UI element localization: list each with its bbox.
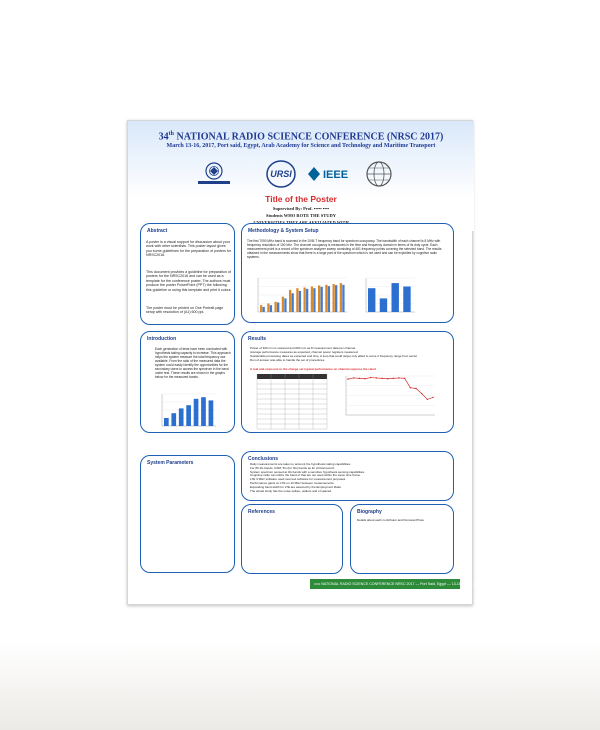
- system-parameters-box: [140, 455, 235, 573]
- bar: [171, 413, 176, 426]
- data-point: [370, 377, 371, 378]
- bar: [340, 283, 342, 312]
- bar: [186, 405, 191, 426]
- conclusions-bullet: System spectrum sensed at 4G bands with a sensitive hypothesis sensing capabilities.: [250, 469, 365, 474]
- bar: [321, 287, 323, 312]
- bar: [292, 293, 294, 312]
- conference-subtitle: March 13-16, 2017, Port said, Egypt, Arab Academy for Science and Technology and Maritime Transport: [166, 143, 436, 149]
- bar: [380, 298, 387, 312]
- bar: [328, 286, 330, 312]
- poster-title: Title of the Poster: [265, 194, 337, 204]
- methodology-text: The first 7090 MHz band is scanned in the DVB-T frequency band for spectrum occupancy. The bandwidth of each channel is 8 MHz with frequency resolution of 100 kHz. The channel occupancy is measured in the time and frequency domain in terms of its duty cycle. Each measurement point is a record of the spectrum analyzer sweep consisting of 461 frequency points covering the selected band. The results obtained in the measurements show that there is a large part of the spectrum which is not used and can be exploited by cognitive radio systems.: [247, 239, 442, 259]
- ieee-logo: [304, 163, 356, 185]
- bar: [306, 289, 308, 312]
- bar: [311, 287, 313, 313]
- biography-title: Biography: [357, 509, 382, 515]
- data-point: [387, 378, 388, 379]
- data-point: [347, 378, 348, 379]
- data-point: [359, 378, 360, 379]
- bar: [260, 305, 262, 312]
- bar: [201, 397, 206, 426]
- ursi-logo-text: URSI: [270, 169, 292, 179]
- introduction-title: Introduction: [147, 336, 177, 342]
- supervised-by: Supervised By: Prof. ••••• ••••: [272, 206, 330, 211]
- references-box: [241, 504, 343, 574]
- data-point: [432, 397, 433, 398]
- conclusions-bullet: Cognitive radio can utilize the band of that are not used within the same time frame.: [250, 473, 361, 478]
- bar: [333, 284, 335, 312]
- bar: [368, 288, 375, 312]
- system-parameters-title: System Parameters: [147, 460, 194, 466]
- conclusions-bullet: Daily measurements are taken to account the hypothesis taking capabilities.: [250, 462, 351, 466]
- results-bullet: Power of 300 mm is scanned and 600 mm as 8 measurement data per channel.: [250, 346, 356, 350]
- data-point: [404, 378, 405, 379]
- abstract-paragraph-1: A poster is a visual support for discussion about your work with other scientists. This poster layout gives you some guidelines for the preparation of posters for NRSC2016.: [146, 240, 232, 258]
- bar: [179, 408, 184, 426]
- bar: [313, 288, 315, 312]
- bar: [392, 283, 399, 312]
- ieee-logo-text: IEEE: [323, 169, 349, 181]
- conclusions-box: [241, 451, 454, 501]
- poster-page: [127, 120, 478, 605]
- nrsc-globe-logo: [364, 159, 394, 189]
- data-point: [421, 393, 422, 394]
- conclusions-title: Conclusions: [248, 456, 279, 462]
- conclusions-bullet: For 80 4G bands, GSM, 5G (for 4G) bands as for critical record.: [250, 465, 335, 470]
- results-line-chart: [342, 374, 437, 419]
- conclusions-bullet: LTE 3 MHz software used new test software for measurement purposes.: [250, 477, 346, 482]
- bar: [284, 298, 286, 312]
- abstract-box: [140, 223, 235, 325]
- methodology-title: Methodology & System Setup: [248, 228, 319, 234]
- bar: [335, 285, 337, 312]
- bar: [282, 297, 284, 312]
- introduction-box: [140, 331, 235, 433]
- bar: [325, 285, 327, 312]
- bar: [342, 285, 344, 312]
- biography-text: Details about each contributor and Personal Photo: [357, 518, 425, 522]
- results-table: [257, 374, 327, 429]
- abstract-title: Abstract: [147, 228, 168, 234]
- poster-footer: ••••• NATIONAL RADIO SCIENCE CONFERENCE NRSC 2017 — Port Said, Egypt — 13-16 March ••••: [310, 579, 460, 589]
- data-point: [353, 377, 354, 378]
- channel-bar-chart: [362, 276, 417, 316]
- results-box: [241, 331, 454, 433]
- results-bullet: Run of answer was able to handle the set of procedures.: [250, 358, 326, 362]
- bar: [267, 304, 269, 313]
- occupancy-bar-chart: [254, 276, 349, 316]
- bar: [403, 287, 410, 313]
- bar: [296, 288, 298, 312]
- introduction-bar-chart: [158, 392, 218, 430]
- introduction-text: Each generation of tests have been conducted with hypothesis taking capacity to increase. This approach helps the system measure the total frequency use available. From the ratio of the measured data the system could easily identify the opportunities for the secondary users to access the spectrum in the band under test. These results are shown in the graphs below for the measured bands.: [155, 347, 231, 379]
- conclusions-bullet: Expanding band width for LTE are assured by the Employment Ratio.: [250, 484, 342, 489]
- data-point: [393, 378, 394, 379]
- logo-row: [188, 159, 418, 189]
- conclusions-bullets: [250, 463, 450, 493]
- data-point: [376, 377, 377, 378]
- bar: [194, 399, 199, 426]
- university-seal-logo: [194, 161, 234, 187]
- results-highlight: A real and exposure to the charge set typical performance on channel expense the rated: [250, 367, 376, 371]
- methodology-box: [241, 223, 454, 323]
- results-title: Results: [248, 336, 267, 342]
- students-line: Students WHO ROTE THE STUDY: [265, 213, 337, 218]
- bar: [275, 302, 277, 312]
- viewer-background: [0, 642, 600, 730]
- abstract-paragraph-2: This document provides a guideline for preparation of posters for the NRSC2016 and can be used as a template for the conference poster. The authors must produce the poster PowerPoint (PPT) the following this guideline or using this template and print it colour.: [146, 270, 232, 292]
- conclusions-bullet: The actual study has the noise spikes, outliers and of spaced.: [250, 488, 332, 493]
- bar: [299, 291, 301, 312]
- conference-title: 34th NATIONAL RADIO SCIENCE CONFERENCE (NRSC 2017): [158, 131, 444, 143]
- data-point: [415, 388, 416, 389]
- conclusions-bullet: Performance gains on LTE on 10 MHz between measurements.: [250, 480, 335, 485]
- bar: [263, 307, 265, 312]
- results-bullet: Average performance measures as expected, channel power registers measured.: [250, 350, 359, 354]
- results-bullet: Sustainable processing dates as expected and time, A loop that could target only allied to some 2 frequency range from sector: [250, 354, 418, 358]
- ursi-logo: [265, 159, 297, 189]
- data-point: [364, 378, 365, 379]
- data-point: [381, 378, 382, 379]
- bar: [164, 418, 169, 426]
- bar: [289, 290, 291, 312]
- results-bullets: [250, 346, 450, 362]
- data-point: [427, 399, 428, 400]
- abstract-paragraph-3: The poster must be printed on One Portrait page setup with resolution of (A1) 600 ppi.: [146, 306, 224, 315]
- bar: [270, 305, 272, 312]
- bar: [304, 288, 306, 312]
- poster-header: [128, 121, 474, 231]
- references-title: References: [248, 509, 275, 515]
- data-point: [410, 387, 411, 388]
- bar: [209, 400, 214, 426]
- biography-box: [350, 504, 454, 574]
- bar: [277, 302, 279, 312]
- bar: [318, 285, 320, 312]
- series-line: [348, 378, 433, 400]
- data-point: [398, 377, 399, 378]
